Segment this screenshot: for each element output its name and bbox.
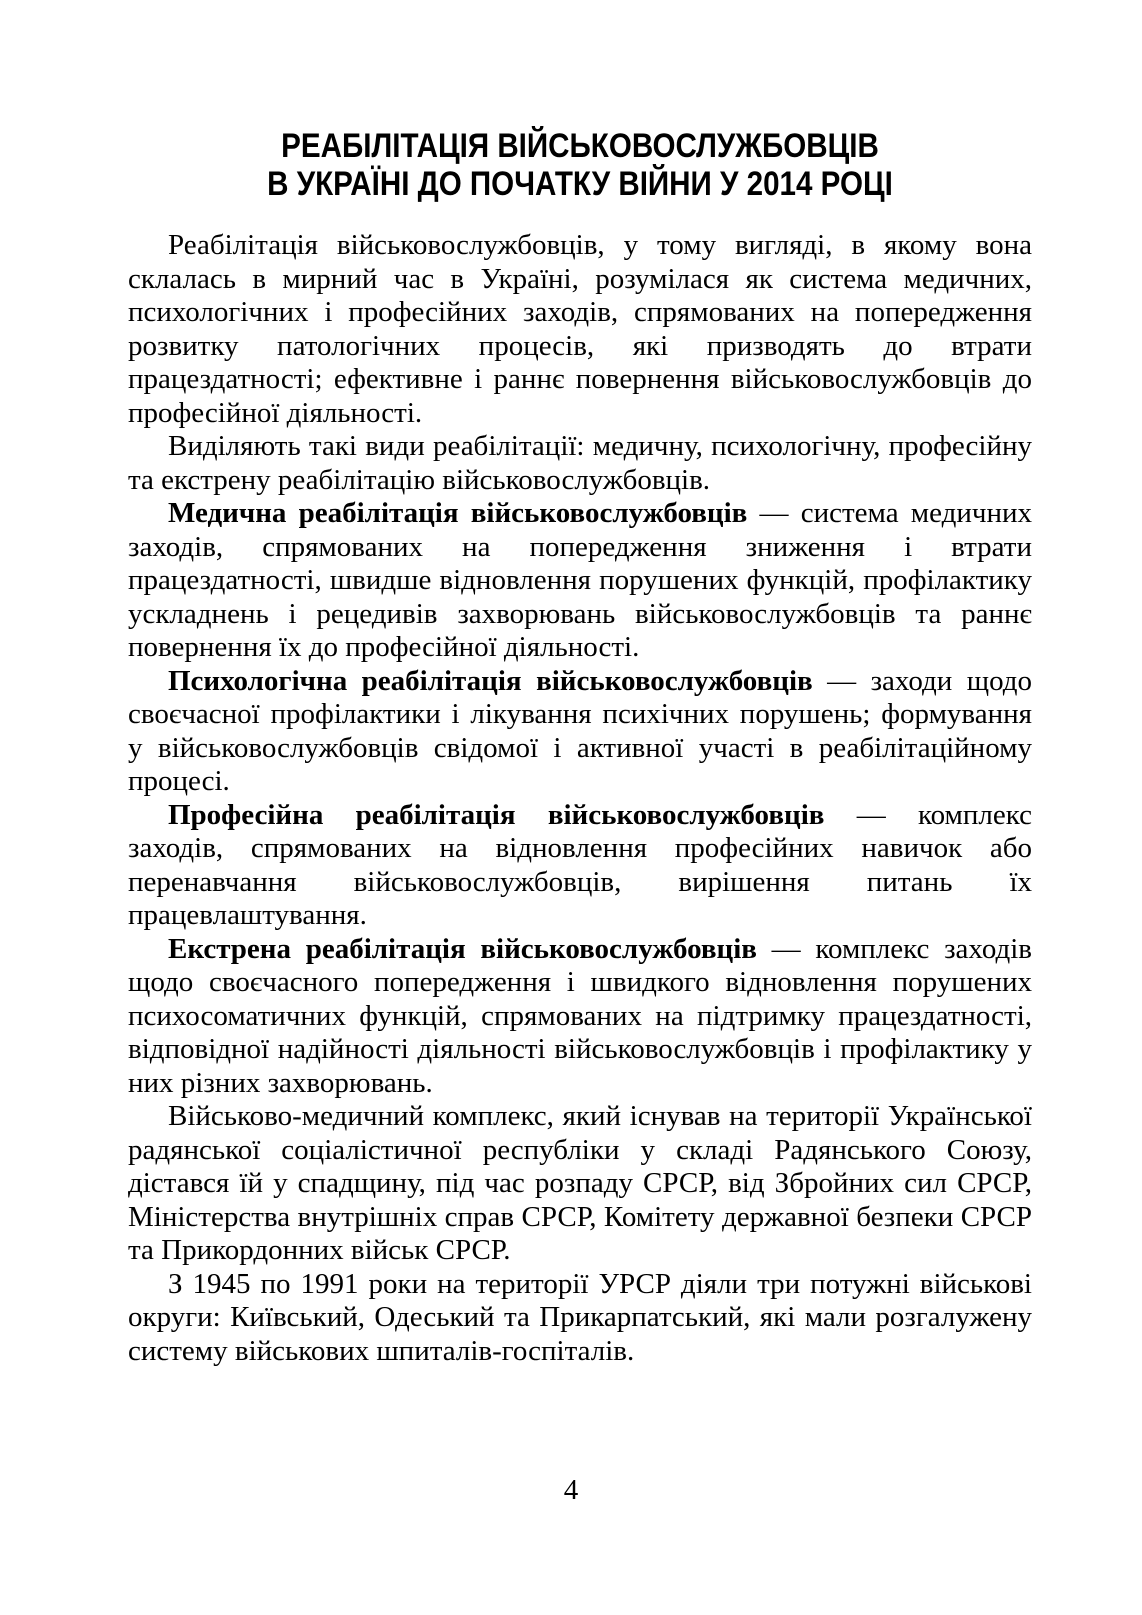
paragraph-text: — система медичних заходів, спрямованих на попередження зниження і втрати працездатності, швидше відновлення порушених функцій, профілактику ускладнень і рецедивів захворювань військовослужбовців та раннє повернення їх до професійної діяльності.	[128, 497, 1033, 663]
document-title-line2: В УКРАЇНІ ДО ПОЧАТКУ ВІЙНИ У 2014 РОЦІ	[267, 165, 893, 203]
paragraph	[128, 933, 1032, 1101]
paragraph	[128, 229, 1032, 430]
paragraph	[128, 430, 1032, 497]
paragraph-text: — заходи щодо своєчасної профілактики і лікування психічних порушень; формування у військовослужбовців свідомої і активної участі в реабілітаційному процесі.	[128, 664, 1032, 797]
paragraph	[128, 497, 1032, 665]
paragraph-lead-bold: Екстрена реабілітація військовослужбовців	[168, 932, 757, 965]
document-body	[128, 229, 1032, 1368]
paragraph-text: Виділяють такі види реабілітації: медичну, психологічну, професійну та екстрену реабілітацію військовослужбовців.	[128, 430, 1032, 496]
paragraph-lead-bold: Професійна реабілітація військовослужбовців	[168, 798, 825, 831]
document-title	[187, 127, 973, 203]
paragraph	[128, 799, 1032, 933]
page-number: 4	[563, 1474, 579, 1506]
paragraph-lead-bold: Медична реабілітація військовослужбовців	[168, 497, 748, 529]
paragraph-text: — комплекс заходів щодо своєчасного попередження і швидкого відновлення порушених психосоматичних функцій, спрямованих на підтримку працездатності, відповідної надійності діяльності військовослужбовців і профілактику у них різних захворювань.	[128, 932, 1032, 1099]
paragraph	[128, 1268, 1032, 1369]
paragraph-text: З 1945 по 1991 роки на території УРСР діяли три потужні військові округи: Київський, Одеський та Прикарпатський, які мали розгалужену систему військових шпиталів-госпіталів.	[128, 1267, 1032, 1367]
paragraph-text: Військово-медичний комплекс, який існував на території Української радянської соціалістичної республіки у складі Радянського Союзу, дістався їй у спадщину, під час розпаду СРСР, від Збройних сил СРСР, Міністерства внутрішніх справ СРСР, Комітету державної безпеки СРСР та Прикордонних військ СРСР.	[128, 1100, 1032, 1266]
document-title-line1: РЕАБІЛІТАЦІЯ ВІЙСЬКОВОСЛУЖБОВЦІВ	[281, 127, 879, 165]
paragraph-lead-bold: Психологічна реабілітація військовослужбовців	[168, 664, 813, 697]
paragraph-text: Реабілітація військовослужбовців, у тому вигляді, в якому вона склалась в мирний час в Україні, розумілася як система медичних, психологічних і професійних заходів, спрямованих на попередження розвитку патологічних процесів, які призводять до втрати працездатності; ефективне і раннє повернення військовослужбовців до професійної діяльності.	[128, 229, 1032, 429]
paragraph	[128, 1100, 1032, 1268]
page-content	[128, 127, 1032, 1368]
paragraph-text: — комплекс заходів, спрямованих на відновлення професійних навичок або перенавчання військовослужбовців, вирішення питань їх працевлаштування.	[128, 798, 1032, 931]
paragraph	[128, 665, 1032, 799]
